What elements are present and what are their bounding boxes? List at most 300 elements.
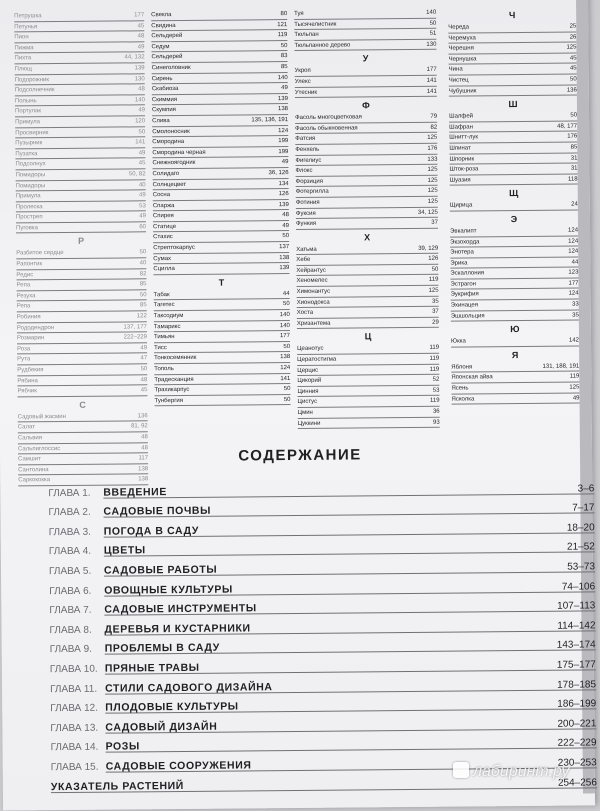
plant-name: Снежноягодник	[152, 160, 196, 167]
page-ref: 124	[568, 227, 579, 234]
plant-name: Скумпия	[151, 107, 176, 114]
chapter-pages: 107–113	[557, 600, 596, 612]
index-column	[151, 10, 290, 408]
leader-line	[17, 395, 147, 397]
index-entry	[451, 337, 579, 349]
plant-name: Цуккини	[297, 420, 321, 427]
page-ref: 141	[135, 139, 146, 146]
plant-name: Экзохорда	[450, 238, 480, 246]
plant-name: Роза	[17, 346, 31, 353]
plant-name: Пузатка	[15, 150, 38, 158]
plant-name: Хатьма	[296, 246, 317, 253]
plant-name: Цеанотус	[297, 346, 324, 353]
plant-name: Фотергилла	[295, 188, 329, 196]
page-ref: 48	[282, 212, 289, 219]
page-ref: 122	[136, 313, 147, 320]
chapter-title: ДЕРЕВЬЯ И КУСТАРНИКИ	[104, 622, 251, 636]
chapter-number: ГЛАВА 4.	[48, 546, 92, 558]
plant-name: Робиния	[16, 314, 41, 321]
plant-name: Хионодокса	[296, 299, 330, 306]
page-ref: 85	[139, 281, 147, 288]
plant-name: Тюльпанное дерево	[294, 42, 351, 49]
plant-name: Черешня	[448, 45, 474, 52]
chapter-title: СТИЛИ САДОВОГО ДИЗАЙНА	[104, 680, 273, 695]
page-ref: 50	[570, 76, 577, 83]
page-ref: 45	[138, 160, 146, 167]
page-ref: 140	[277, 74, 288, 81]
plant-name: Фатсия	[295, 136, 316, 143]
page-ref: 176	[427, 145, 438, 152]
chapter-title: САДОВЫЕ ИНСТРУМЕНТЫ	[104, 602, 257, 616]
page-ref: 44, 132	[124, 54, 145, 61]
page-ref: 50	[139, 249, 147, 256]
page-ref: 48, 177	[557, 123, 578, 130]
page-ref: 119	[277, 32, 288, 39]
plant-name: Эшшольция	[450, 312, 485, 320]
page-ref: 117	[138, 455, 149, 462]
page-ref: 124	[568, 248, 579, 255]
plant-name: Шафран	[449, 124, 473, 131]
page-ref: 134	[278, 180, 289, 187]
plant-name: Петунья	[14, 23, 38, 31]
plant-name: Скиммия	[151, 96, 178, 103]
page-ref: 124	[568, 238, 579, 245]
plant-name: Эукрифия	[450, 291, 479, 299]
plant-name: Рута	[17, 356, 31, 363]
page-ref: 138	[138, 466, 149, 473]
plant-name: Стахис	[153, 234, 173, 241]
index-entry	[297, 319, 439, 331]
plant-name: Сосна	[152, 192, 171, 199]
page-ref: 48	[141, 434, 148, 441]
plant-name: Фотиния	[295, 199, 320, 206]
page-ref: 83	[280, 53, 288, 60]
plant-name: Статице	[152, 223, 177, 231]
plant-name: Полынь	[14, 97, 37, 105]
page-ref: 136	[566, 87, 577, 94]
plant-name: Сельдерей	[151, 33, 183, 40]
index-entry	[295, 87, 437, 99]
chapter-pages: 175–177	[556, 659, 596, 671]
chapter-title: ПОГОДА В САДУ	[103, 524, 199, 538]
chapter-pages: 178–185	[557, 678, 597, 691]
watermark-text: лабиринт.ру	[473, 763, 570, 780]
page-ref: 47	[140, 355, 148, 362]
index-letter-heading: Ч	[508, 10, 516, 21]
plant-name: Сельдерей	[151, 54, 183, 61]
page-ref: 121	[277, 21, 288, 28]
page-ref: 141	[280, 375, 291, 382]
index-entry	[153, 264, 289, 276]
page-ref: 49	[140, 345, 148, 352]
plant-name: Свидина	[151, 22, 176, 29]
page-ref: 85	[280, 64, 288, 71]
plant-name: Пузырник	[15, 140, 43, 147]
plant-name: Тагетес	[153, 302, 175, 309]
page-ref: 49	[281, 159, 289, 166]
plant-name: Спаржа	[152, 202, 175, 209]
plant-name: Сальвия	[17, 435, 43, 442]
plant-name: Садовый жасмин	[17, 413, 66, 421]
plant-name: Пуговка	[15, 225, 39, 232]
chapter-title: ЦВЕТЫ	[103, 544, 146, 558]
page-ref: 50	[138, 128, 146, 135]
page-ref: 50	[280, 42, 288, 49]
plant-name: Чубушник	[448, 87, 477, 95]
plant-name: Редис	[16, 271, 34, 279]
plant-name: Череда	[448, 24, 470, 31]
page-ref: 141	[426, 88, 437, 95]
page-ref: 50	[570, 112, 578, 119]
page-ref: 119	[569, 373, 580, 381]
page-ref: 130	[426, 41, 437, 48]
plant-name: Шпинат	[449, 145, 471, 152]
page-ref: 142	[568, 337, 580, 344]
page-ref: 199	[278, 138, 289, 145]
page-ref: 124	[568, 290, 579, 298]
plant-name: Подорожник	[14, 76, 50, 83]
page-ref: 49	[139, 213, 146, 220]
page-ref: 37	[432, 308, 439, 316]
plant-name: Шпорник	[449, 155, 475, 163]
chapter-number: ГЛАВА 5.	[48, 565, 92, 578]
chapter-title: ВВЕДЕНИЕ	[103, 485, 167, 499]
plant-name: Разбитое сердце	[16, 250, 64, 257]
plant-name: Фенхель	[295, 146, 320, 153]
plant-name: Простреп	[15, 214, 43, 221]
page-ref: 50	[283, 343, 291, 350]
plant-name: Энотера	[450, 249, 474, 256]
page-ref: 39, 129	[418, 245, 439, 252]
chapter-pages: 143–174	[556, 639, 596, 652]
leader-line	[451, 345, 579, 347]
index-letter-heading: С	[79, 399, 86, 410]
index-entry	[451, 394, 579, 406]
plant-name: Тамарикс	[153, 323, 181, 330]
plant-name: Портулак	[14, 108, 42, 115]
chapter-title: САДОВЫЕ РАБОТЫ	[103, 563, 218, 577]
page-ref: 135, 136, 191	[251, 116, 289, 124]
plant-name: Фуксия	[295, 210, 316, 217]
plant-name: Туя	[294, 10, 304, 17]
plant-name: Сирень	[151, 75, 173, 82]
page-ref: 45	[140, 387, 148, 394]
plant-name: Форзиция	[295, 178, 323, 185]
index-column	[294, 9, 440, 430]
plant-name: Юкка	[450, 338, 466, 345]
plant-name: Хебе	[296, 257, 311, 264]
plant-name: Салат	[17, 424, 35, 431]
index-letter-heading: Э	[510, 213, 518, 225]
plant-name: Чистец	[448, 77, 469, 84]
index-entry	[298, 418, 440, 430]
page-ref: 34, 125	[417, 209, 438, 216]
page-ref: 118	[568, 176, 578, 183]
plant-name: Стрептокарпус	[153, 244, 195, 252]
page-ref: 40	[138, 181, 146, 188]
page-ref: 140	[279, 322, 290, 329]
plant-name: Шток-роза	[449, 166, 479, 173]
page-ref: 177	[568, 280, 579, 287]
index-entry	[450, 201, 578, 213]
chapter-pages: 7–17	[572, 502, 595, 514]
plant-name: Хейрантус	[296, 267, 326, 274]
plant-name: Слива	[152, 118, 170, 125]
page-ref: 140	[279, 312, 290, 319]
plant-name: Фигелиус	[295, 157, 322, 164]
plant-name: Фасоль многоцветковая	[295, 114, 362, 122]
plant-name: Хризантема	[296, 320, 331, 327]
chapter-number: ГЛАВА 15.	[50, 761, 99, 774]
plant-name: Таксодиум	[153, 312, 184, 320]
plant-name: Помидоры	[15, 182, 46, 189]
page-ref: 45	[137, 22, 145, 29]
index-entry	[16, 223, 146, 235]
chapter-pages: 186–199	[557, 698, 597, 710]
plant-name: Петрушка	[14, 13, 42, 20]
page-ref: 35	[431, 298, 439, 305]
page-ref: 60	[139, 224, 147, 231]
page-ref: 45	[569, 55, 577, 62]
page-ref: 48	[138, 86, 145, 93]
chapter-number: ГЛАВА 12.	[50, 702, 99, 715]
chapter-number: ГЛАВА 3.	[48, 526, 91, 538]
page-ref: 125	[569, 384, 580, 391]
index-entry	[450, 175, 578, 187]
plant-name: Пижма	[14, 45, 34, 52]
plant-name: Седум	[151, 43, 170, 51]
page-ref: 49	[282, 222, 290, 229]
plant-name: Эрика	[450, 260, 468, 267]
plant-name: Сальпиглоссис	[17, 445, 61, 452]
index-column	[448, 8, 579, 406]
plant-name: Эскаллония	[450, 270, 485, 277]
page-ref: 141	[426, 77, 437, 84]
page-ref: 53	[432, 387, 440, 394]
plant-name: Рододендрон	[16, 324, 55, 332]
page-ref: 177	[134, 12, 145, 19]
page-ref: 85	[139, 302, 147, 309]
plant-name: Сцилла	[153, 266, 175, 273]
plant-name: Японская айва	[451, 374, 493, 382]
page-ref: 50, 82	[128, 171, 146, 178]
chapter-title: ОВОЩНЫЕ КУЛЬТУРЫ	[104, 583, 233, 597]
page-ref: 139	[278, 201, 289, 208]
page-ref: 45	[569, 65, 577, 72]
page-ref: 53	[139, 202, 146, 210]
plant-name: Просвирник	[15, 129, 49, 136]
index-letter-heading: Ю	[510, 324, 520, 335]
page-ref: 199	[278, 148, 289, 155]
leader-line	[296, 227, 438, 229]
page-ref: 50	[283, 396, 291, 403]
labirint-logo-icon	[453, 762, 469, 778]
plant-name: Смолоносник	[152, 128, 190, 135]
page-ref: 50	[139, 292, 147, 299]
index-column	[14, 11, 148, 487]
page-ref: 82	[430, 124, 438, 131]
page-ref: 51	[429, 30, 437, 37]
plant-name: Химонантус	[296, 288, 331, 296]
index-entry	[294, 41, 436, 53]
page-ref: 36	[432, 408, 440, 415]
plant-name: Функия	[295, 220, 317, 228]
plant-name: Флокс	[295, 167, 313, 175]
page-ref: 29	[432, 319, 439, 326]
plant-name: Укроп	[294, 68, 311, 75]
plant-name: Смородина черная	[152, 149, 206, 156]
page-ref: 35	[572, 312, 579, 319]
page-ref: 52	[432, 376, 440, 384]
plant-name: Чернушка	[448, 56, 477, 63]
index-entry	[449, 86, 577, 98]
plant-name: Тонкосемянник	[154, 355, 197, 362]
page-ref: 137, 177	[123, 323, 147, 331]
page-ref: 50	[282, 301, 290, 308]
plant-name: Солидаго	[152, 170, 180, 178]
plant-name: Тюльпан	[294, 31, 319, 39]
plant-name: Самшит	[18, 456, 41, 463]
watermark	[453, 762, 569, 781]
page-ref: 125	[427, 198, 438, 205]
page-ref: 40	[139, 260, 147, 267]
chapter-number: ГЛАВА 14.	[50, 742, 99, 754]
page-ref: 119	[429, 366, 440, 373]
plant-name: Рапонтик	[16, 261, 43, 268]
chapter-pages: 222–229	[557, 737, 597, 750]
page-ref: 124	[280, 365, 291, 372]
page-ref: 138	[280, 354, 291, 361]
page-ref: 44	[571, 259, 579, 266]
plant-name: Утесник	[294, 89, 317, 96]
page-ref: 137	[279, 244, 290, 251]
table-of-contents	[48, 477, 597, 795]
page-ref: 82	[139, 270, 147, 277]
page-ref: 85	[570, 144, 578, 151]
plant-name: Помидоры	[15, 172, 46, 179]
page-ref: 140	[426, 9, 437, 16]
plant-name: Тимьян	[153, 334, 175, 341]
plant-name: Эвкалипт	[450, 228, 477, 235]
plant-name: Тысячелистник	[294, 21, 337, 28]
page-ref: 48	[141, 444, 148, 451]
plant-name: Примула	[15, 193, 41, 200]
plant-name: Традесканция	[154, 376, 194, 383]
plant-name: Яблоня	[451, 364, 473, 371]
plant-name: Цинния	[297, 388, 319, 395]
plant-name: Черемуха	[448, 34, 476, 42]
page-ref: 49	[138, 107, 146, 114]
page-ref: 49	[139, 192, 146, 199]
page-ref: 44	[282, 290, 290, 297]
plant-name: Чина	[448, 66, 463, 74]
page-ref: 177	[426, 67, 437, 74]
plant-name: Цистус	[297, 399, 318, 406]
index-letter-heading: Ш	[508, 99, 518, 110]
index-letter-heading: Я	[511, 349, 519, 360]
page-ref: 138	[277, 106, 289, 113]
index-letter-heading: Т	[218, 277, 225, 288]
page-ref: 125	[566, 44, 577, 51]
page-ref: 125	[428, 287, 439, 294]
plant-name: Эстрагон	[450, 281, 477, 288]
plant-name: Репа	[16, 303, 31, 310]
plant-name: Плющ	[14, 66, 32, 73]
plant-name: Трахикарпус	[154, 387, 190, 394]
plant-name: Резуха	[16, 293, 36, 300]
plant-name: Щирица	[449, 202, 473, 209]
plant-name: Синеголовник	[151, 64, 191, 72]
page-ref: 31	[570, 155, 578, 162]
chapter-title: РОЗЫ	[105, 740, 140, 753]
page-ref: 140	[134, 97, 145, 104]
plant-name: Солнцецвет	[152, 181, 187, 188]
page-ref: 138	[138, 476, 149, 483]
page-ref: 81, 92	[131, 423, 148, 430]
plant-name: Рябина	[17, 377, 38, 385]
chapter-number: ГЛАВА 10.	[49, 663, 98, 676]
plant-name: Репа	[16, 282, 31, 289]
chapter-pages: 254–256	[557, 776, 597, 789]
plant-name: Подсолнечник	[14, 87, 55, 94]
plant-name: Тунбергия	[154, 397, 184, 404]
plant-name: Розмарин	[16, 335, 45, 342]
index-letter-heading: Ц	[364, 331, 372, 342]
page-ref: 48	[137, 33, 145, 40]
page-ref: 124	[278, 127, 289, 134]
chapter-pages: 3–6	[577, 482, 595, 495]
chapter-title: ПЛОДОВЫЕ КУЛЬТУРЫ	[105, 700, 239, 714]
plant-name: Табак	[153, 291, 170, 299]
plant-name: Свекла	[151, 12, 172, 19]
page-ref: 49	[281, 85, 288, 92]
chapter-pages: 21–52	[566, 541, 595, 553]
plant-name: Тисс	[154, 344, 167, 352]
plant-name: Шуазия	[449, 177, 471, 184]
chapter-title: ПРОБЛЕМЫ В САДУ	[104, 641, 220, 656]
page-ref: 136	[137, 413, 148, 420]
contents-title: СОДЕРЖАНИЕ	[238, 446, 362, 465]
page-ref: 50	[431, 266, 439, 273]
page-ref: 50	[140, 366, 148, 373]
page-ref: 139	[134, 65, 145, 72]
chapter-number: ГЛАВА 2.	[48, 506, 91, 519]
chapter-pages: 53–73	[567, 561, 596, 573]
page-ref: 80	[280, 11, 288, 18]
plant-name: Спирея	[152, 213, 174, 220]
page-ref: 126	[278, 191, 289, 198]
page-ref: 119	[429, 345, 440, 352]
page-ref: 119	[429, 398, 440, 405]
chapter-title: САДОВЫЕ СООРУЖЕНИЯ	[105, 759, 252, 773]
page-ref: 119	[429, 355, 440, 362]
chapter-pages: 200–221	[557, 718, 597, 730]
plant-name: Примула	[15, 119, 41, 126]
page-ref: 176	[567, 133, 578, 140]
page-ref: 37	[431, 219, 439, 226]
page-ref: 119	[428, 277, 439, 284]
chapter-title: САДОВЫЙ ДИЗАЙН	[105, 720, 218, 734]
page-ref: 33	[571, 301, 579, 308]
page-ref: 177	[279, 333, 290, 340]
chapter-number: ГЛАВА 9.	[49, 644, 92, 656]
page-ref: 125	[427, 135, 438, 142]
page-ref: 125	[427, 177, 438, 184]
plant-name: Цикорий	[297, 377, 322, 385]
plant-name: Рябчик	[17, 388, 37, 395]
page-ref: 25	[569, 23, 577, 30]
plant-name: Цератостигма	[297, 356, 337, 363]
